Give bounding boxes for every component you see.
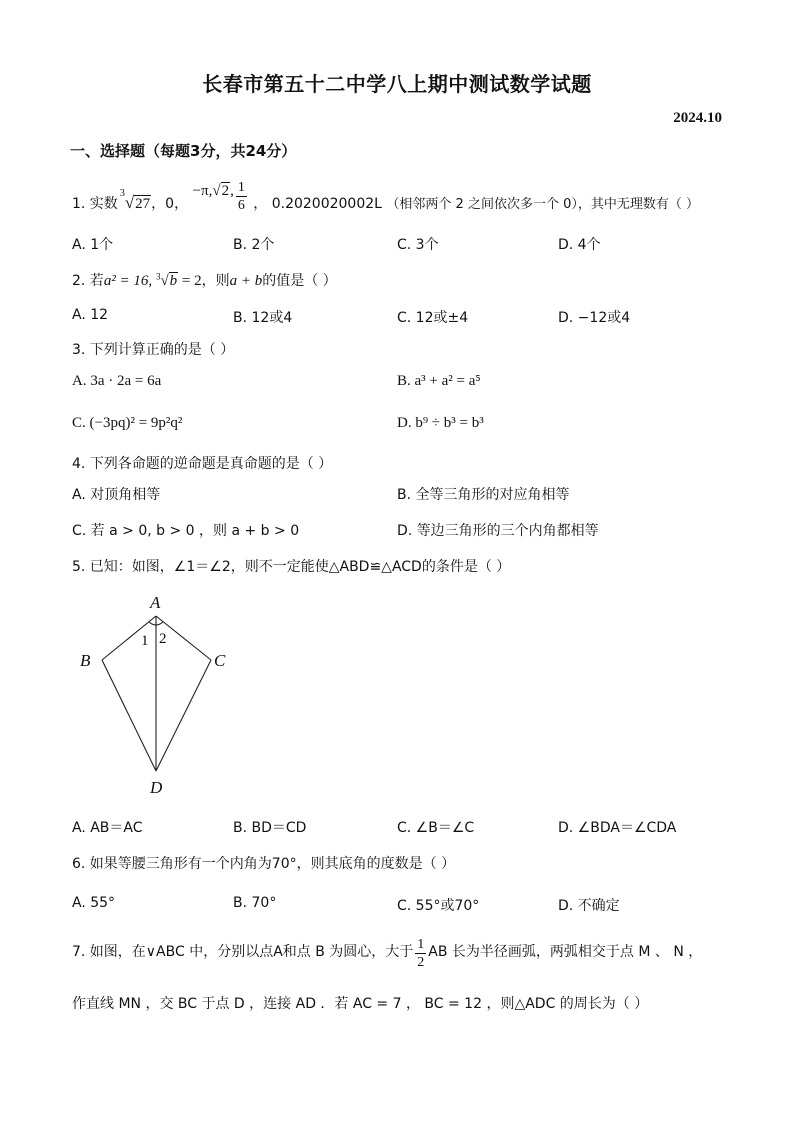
q2-suffix: 的值是（ ） <box>262 273 337 289</box>
q5-option-c[interactable]: C. ∠B＝∠C <box>397 820 475 836</box>
angle-label-1: 1 <box>141 633 149 649</box>
question-6: 6. 如果等腰三角形有一个内角为70°，则其底角的度数是（ ） <box>72 856 456 872</box>
section-heading: 一、选择题（每题3分，共24分） <box>70 142 297 160</box>
vertex-label-b: B <box>80 651 91 670</box>
q2-prefix: 2. 若 <box>72 273 104 289</box>
question-4: 4. 下列各命题的逆命题是真命题的是（ ） <box>72 456 333 472</box>
q2-cond: a² = 16, <box>103 273 156 289</box>
q7-frac-num: 1 <box>417 937 425 952</box>
q1-comma: , <box>230 183 234 199</box>
q1-frac-den: 6 <box>237 198 245 213</box>
q1-decimal: ， 0.2020020002L <box>253 196 382 212</box>
question-1 <box>72 180 699 226</box>
vertex-label-d: D <box>150 778 163 797</box>
q1-sep: ，0， <box>151 196 189 212</box>
q7-line1-b: AB 长为半径画弧，两弧相交于点 M 、 N ， <box>428 944 703 960</box>
q6-option-b[interactable]: B. 70° <box>233 895 277 911</box>
q1-option-b[interactable]: B. 2个 <box>233 237 275 253</box>
q4-option-d[interactable]: D. 等边三角形的三个内角都相等 <box>397 523 599 539</box>
q4-option-c[interactable]: C. 若 a > 0, b > 0 ，则 a + b > 0 <box>72 523 300 539</box>
question-2 <box>72 270 337 290</box>
q2-option-c[interactable]: C. 12或±4 <box>397 310 469 326</box>
radical-sign-icon: √ <box>160 273 169 289</box>
q1-option-d[interactable]: D. 4个 <box>558 237 601 253</box>
q4-option-b[interactable]: B. 全等三角形的对应角相等 <box>397 487 570 503</box>
q3-option-c[interactable]: C. (−3pq)² = 9p²q² <box>72 415 183 431</box>
q3-option-d[interactable]: D. b⁹ ÷ b³ = b³ <box>397 415 484 431</box>
q5-option-b[interactable]: B. BD＝CD <box>233 820 307 836</box>
q5-option-a[interactable]: A. AB＝AC <box>72 820 143 836</box>
q2-cond2: = 2 <box>178 273 202 289</box>
q1-option-a[interactable]: A. 1个 <box>72 237 114 253</box>
q5-option-d[interactable]: D. ∠BDA＝∠CDA <box>558 820 677 836</box>
q7-fraction <box>415 938 426 970</box>
kite-figure <box>72 588 252 803</box>
q1-sqrt2: 2 <box>221 183 230 199</box>
q1-frac-num: 1 <box>237 180 245 195</box>
vertex-label-a: A <box>150 593 161 612</box>
q7-line1-a: 7. 如图，在∨ABC 中，分别以点A和点 B 为圆心，大于 <box>72 944 414 960</box>
q6-option-d[interactable]: D. 不确定 <box>558 898 620 914</box>
question-7-line-1 <box>72 938 702 970</box>
q2-option-b[interactable]: B. 12或4 <box>233 310 293 326</box>
q1-suffix: （相邻两个 2 之间依次多一个 0），其中无理数有（ ） <box>386 197 699 212</box>
q3-option-a[interactable]: A. 3a · 2a = 6a <box>72 373 162 389</box>
q1-prefix: 1. 实数 <box>72 196 118 212</box>
q1-radicand: 27 <box>135 196 151 212</box>
q2-option-d[interactable]: D. −12或4 <box>558 310 631 326</box>
edge-bd <box>102 660 156 771</box>
q6-option-a[interactable]: A. 55° <box>72 895 116 911</box>
q2-option-a[interactable]: A. 12 <box>72 307 109 323</box>
q2-mid: ，则 <box>201 273 230 289</box>
angle-label-2: 2 <box>159 631 167 647</box>
q7-frac-den: 2 <box>417 955 425 970</box>
q1-radical-index: 3 <box>119 188 125 199</box>
q2-expr: a + b <box>229 273 263 289</box>
q2-cube-index: 3 <box>155 271 161 282</box>
q1-option-c[interactable]: C. 3个 <box>397 237 439 253</box>
q1-fraction <box>236 181 247 213</box>
q2-cube-var: b <box>169 273 178 289</box>
page-title: 长春市第五十二中学八上期中测试数学试题 <box>202 72 592 96</box>
q6-option-c[interactable]: C. 55°或70° <box>397 898 480 914</box>
question-5: 5. 已知：如图，∠1＝∠2，则不一定能使△ABD≌△ACD的条件是（ ） <box>72 559 511 575</box>
q3-option-b[interactable]: B. a³ + a² = a⁵ <box>397 373 481 389</box>
question-3: 3. 下列计算正确的是（ ） <box>72 342 235 358</box>
q1-list: −π, <box>192 183 213 199</box>
q1-irrational-list <box>192 180 249 213</box>
q4-option-a[interactable]: A. 对顶角相等 <box>72 487 161 503</box>
radical-sign-icon: √ <box>124 193 135 212</box>
vertex-label-c: C <box>214 651 226 670</box>
radical-sign-icon: √ <box>212 183 221 199</box>
question-7-line-2: 作直线 MN ，交 BC 于点 D ，连接 AD ．若 AC = 7 ， BC = 12 ，则△ADC 的周长为（ ） <box>72 996 649 1012</box>
exam-date: 2024.10 <box>673 110 722 126</box>
edge-cd <box>156 660 211 771</box>
